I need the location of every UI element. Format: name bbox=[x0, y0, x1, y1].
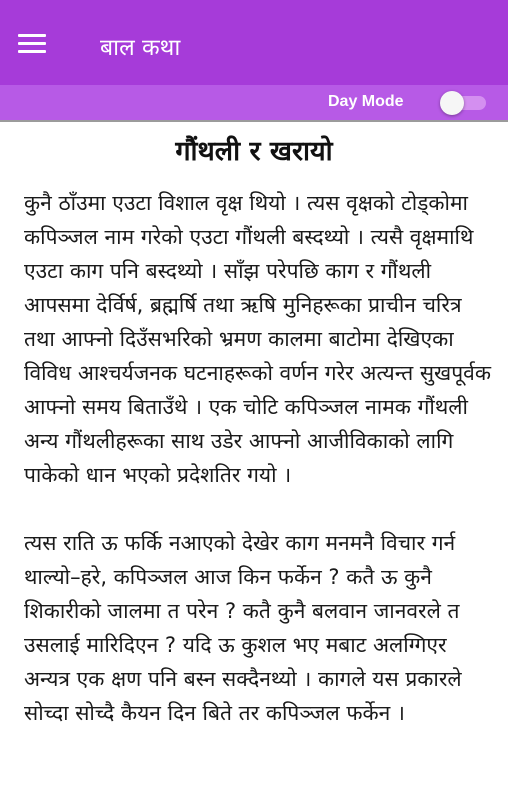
hamburger-menu-icon[interactable] bbox=[18, 34, 46, 56]
story-title: गौंथली र खरायो bbox=[175, 136, 333, 167]
day-mode-label: Day Mode bbox=[328, 93, 404, 110]
story-paragraph-1: कुनै ठाँउमा एउटा विशाल वृक्ष थियो । त्यस वृक्षको टोड्कोमा कपिञ्जल नाम गरेको एउटा गौंथली बस्दथ्यो । त्यसै वृक्षमाथि एउटा काग पनि बस्दथ्यो । साँझ परेपछि काग र गौंथली आपसमा देर्विर्ष, ब्रह्मर्षि तथा ऋषि मुनिहरूका प्राचीन चरित्र तथा आफ्नो दिउँसभरिको भ्रमण कालमा बाटोमा देखिएका विविध आश्चर्यजनक घटनाहरूको वर्णन गरेर अत्यन्त सुखपूर्वक आफ्नो समय बिताउँथे । एक चोटि कपिञ्जल नामक गौंथली अन्य गौंथलीहरूका साथ उडेर आफ्नो आजीविकाको लागि पाकेको धान भएको प्रदेशतिर गयो । bbox=[24, 191, 491, 487]
mode-bar bbox=[0, 85, 508, 120]
app-title: बाल कथा bbox=[100, 35, 181, 61]
app-bar bbox=[0, 0, 508, 85]
toggle-thumb bbox=[440, 91, 464, 115]
story-paragraph-2: त्यस राति ऊ फर्कि नआएको देखेर काग मनमनै विचार गर्न थाल्यो–हरे, कपिञ्जल आज किन फर्केन ? कतै ऊ कुनै शिकारीको जालमा त परेन ? कतै कुनै बलवान जानवरले त उसलाई मारिदिएन ? यदि ऊ कुशल भए मबाट अलग्गिएर अन्यत्र एक क्षण पनि बस्न सक्दैनथ्यो । कागले यस प्रकारले सोच्दा सोच्दै कैयन दिन बिते तर कपिञ्जल फर्केन । bbox=[24, 531, 462, 725]
story-content[interactable] bbox=[0, 122, 508, 800]
day-mode-toggle[interactable] bbox=[440, 93, 488, 113]
